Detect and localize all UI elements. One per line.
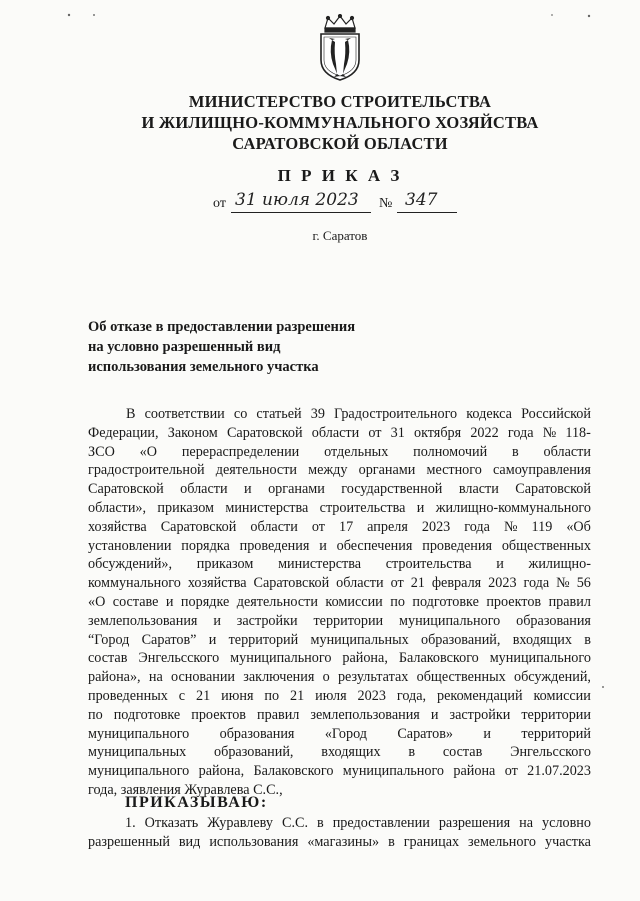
handwritten-date: 31 июля 2023 [235, 190, 359, 210]
text-line: года, заявления Журавлева С.С., [88, 781, 283, 798]
text-line: Федерации, Законом Саратовской области от 31 октября 2022 года № 118- [88, 424, 591, 441]
text-line: ЗСО «О перераспределении отдельных полномочий в области [88, 443, 591, 460]
date-number-line [213, 188, 473, 216]
text-line: 1. Отказать Журавлеву С.С. в предоставлении разрешения на условно [125, 815, 591, 831]
text-line: землепользования и застройки территории муниципального образования [88, 612, 591, 629]
text-line: Саратовской области и органами государственной власти Саратовской [88, 481, 591, 498]
number-prefix: № [379, 196, 393, 211]
text-line: муниципальных образований, входящих в состав Энгельсского [88, 744, 591, 761]
text-line: проведенных с 21 июня по 21 июля 2023 года, рекомендаций комиссии [88, 687, 591, 704]
number-underline [397, 212, 457, 213]
ministry-name [90, 91, 590, 154]
order-item-1 [88, 814, 591, 852]
text-line: муниципального образования «Город Саратов» и территорий [88, 725, 591, 742]
order-word-heading: ПРИКАЗЫВАЮ: [125, 794, 268, 811]
city-name: г. Саратов [312, 228, 368, 243]
text-line: состав Энгельсского муниципального района, Балаковского муниципального [88, 650, 591, 667]
text-line: градостроительной деятельности между органами местного самоуправления [88, 462, 591, 479]
date-prefix: от [213, 196, 226, 211]
handwritten-number: 347 [405, 190, 438, 210]
text-line: области», приказом министерства строительства и жилищно-коммунального [88, 499, 591, 516]
text-line: района», на основании заключения о результатах общественных обсуждений, [88, 669, 591, 686]
text-line: коммунального хозяйства Саратовской области от 21 февраля 2023 года № 56 [88, 575, 591, 592]
coat-of-arms-icon [315, 14, 365, 82]
text-line: муниципального района, Балаковского муниципального района от 21.07.2023 [88, 763, 591, 780]
subject-line: Об отказе в предоставлении разрешения [88, 319, 356, 335]
text-line: обсуждений», приказом министерства строительства и жилищно- [88, 556, 591, 573]
text-line: «О составе и порядке деятельности комиссии по подготовке проектов правил [88, 593, 591, 610]
ministry-name-line: САРАТОВСКОЙ ОБЛАСТИ [232, 134, 448, 153]
text-line: “Город Саратов” и территорий муниципальных образований, входящих в [88, 631, 591, 648]
ministry-name-line: И ЖИЛИЩНО-КОММУНАЛЬНОГО ХОЗЯЙСТВА [141, 113, 539, 132]
text-line: разрешенный вид использования «магазины» в границах земельного участка [88, 833, 591, 850]
document-subject [88, 317, 355, 377]
subject-line: использования земельного участка [88, 359, 319, 375]
text-line: В соответствии со статьей 39 Градостроительного кодекса Российской [126, 406, 591, 422]
date-underline [231, 212, 371, 213]
text-line: хозяйства Саратовской области от 17 апреля 2023 года № 119 «Об [88, 518, 591, 535]
ministry-name-line: МИНИСТЕРСТВО СТРОИТЕЛЬСТВА [188, 92, 492, 111]
text-line: установлении порядка проведения и обеспечения проведения общественных [88, 537, 591, 554]
preamble-text [88, 405, 591, 800]
text-line: по подготовке проектов правил землепользования и застройки территории [88, 706, 591, 723]
subject-line: на условно разрешенный вид [88, 339, 281, 355]
document-type-title: П Р И К А З [277, 166, 403, 185]
